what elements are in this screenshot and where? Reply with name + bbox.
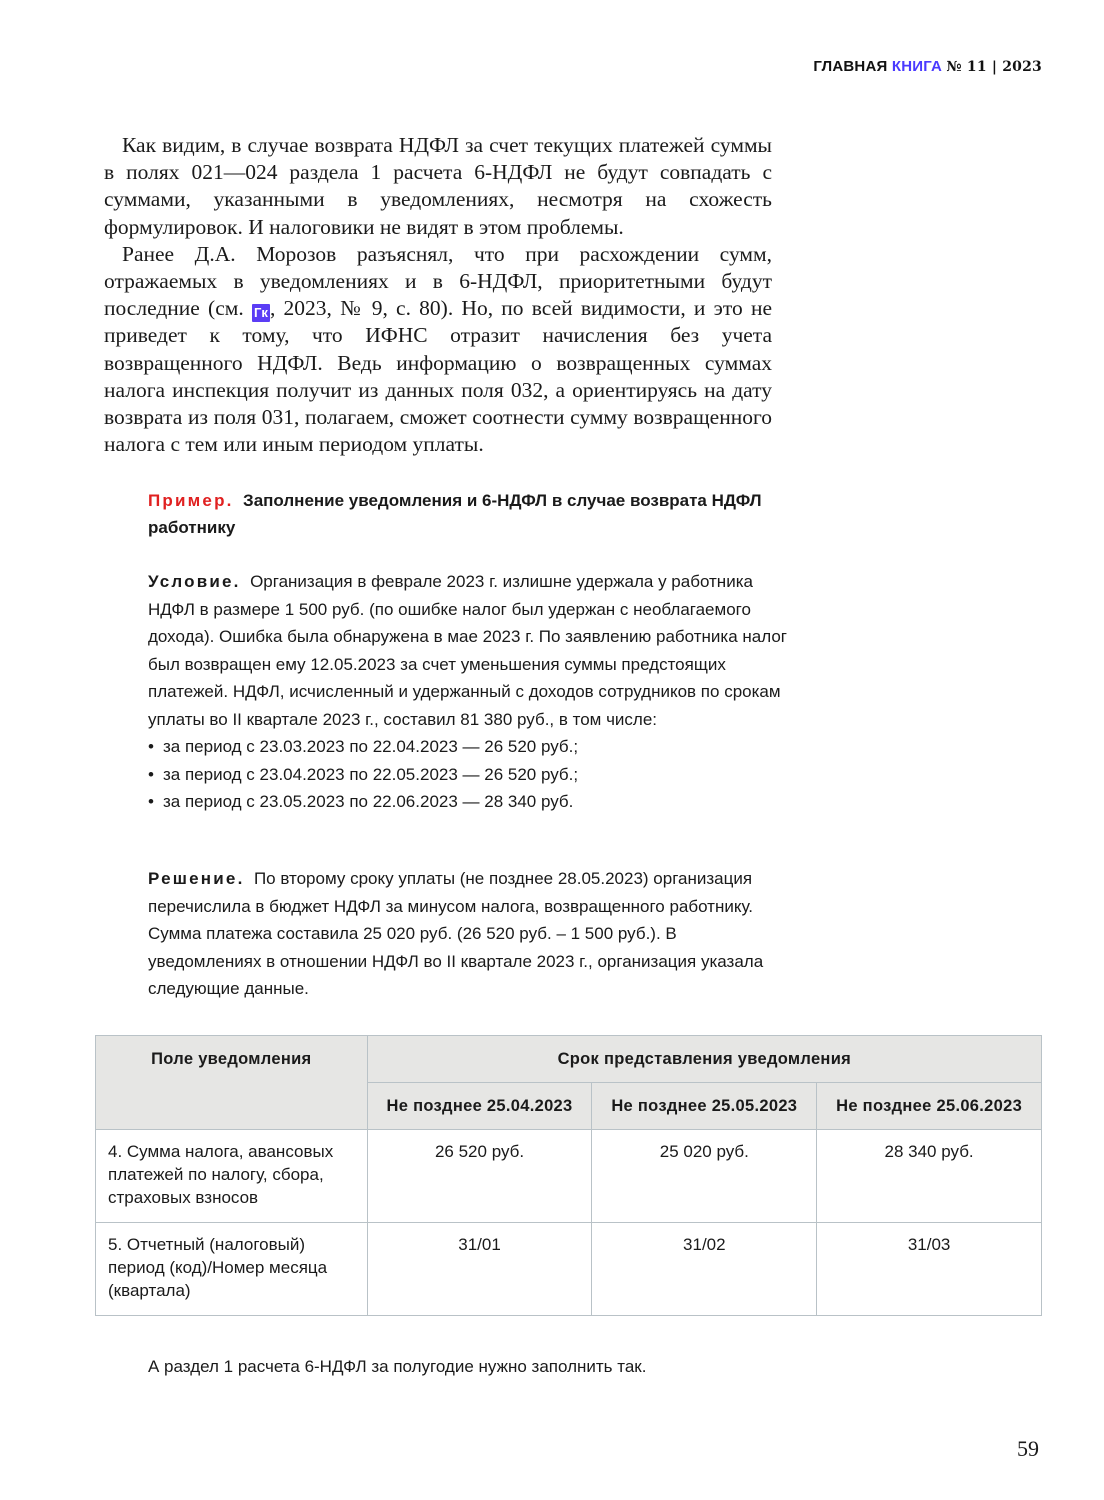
condition-bullet-list [148,733,788,816]
example-condition [148,568,788,816]
paragraph-1: Как видим, в случае возврата НДФЛ за счет текущих платежей суммы в полях 021—024 раздела 1 расчета 6-НДФЛ не будут совпадать с суммами, указанными в уведомлениях, несмотря на схожесть формулировок. И налоговики не видят в этом проблемы. [104,133,772,239]
cell-value: 31/02 [592,1223,817,1316]
issue-number: № 11 | 2023 [946,59,1042,75]
page-number: 59 [1017,1436,1039,1461]
paragraph-2 [104,241,772,459]
example-title [148,487,788,541]
cell-value: 28 340 руб. [817,1130,1042,1223]
brand-name-part1: ГЛАВНАЯ [813,58,888,75]
header-deadline-group: Срок представления уведомления [367,1036,1041,1083]
example-title-text: Заполнение уведомления и 6-НДФЛ в случае возврата НДФЛ работнику [148,491,762,537]
cell-value: 31/01 [367,1223,592,1316]
solution-label: Решение. [148,869,245,888]
bullet-item: • за период с 23.03.2023 по 22.04.2023 — 26 520 руб.; [148,733,788,761]
row-field-label: 4. Сумма налога, авансовых платежей по налогу, сбора, страховых взносов [96,1130,368,1223]
row-field-label: 5. Отчетный (налоговый) период (код)/Номер месяца (квартала) [96,1223,368,1316]
header-column: Не позднее 25.04.2023 [367,1083,592,1130]
table-row [96,1223,1042,1316]
bullet-item: • за период с 23.04.2023 по 22.05.2023 — 26 520 руб.; [148,761,788,789]
cell-value: 31/03 [817,1223,1042,1316]
solution-text: По второму сроку уплаты (не позднее 28.05.2023) организация перечислила в бюджет НДФЛ за минусом налога, возвращенного работнику. Сумма платежа составила 25 020 руб. (26 520 руб. – 1 500 руб.). В уведомлениях в отношении НДФЛ во II квартале 2023 г., организация указала следующие данные. [148,869,764,998]
glavkniga-logo-icon[interactable]: Гк [252,304,270,322]
notification-table [95,1035,1042,1316]
magazine-header [813,58,1042,75]
brand-name-part2: КНИГА [891,58,943,75]
article-body [104,132,772,458]
header-column: Не позднее 25.06.2023 [817,1083,1042,1130]
cell-value: 25 020 руб. [592,1130,817,1223]
table-row [96,1130,1042,1223]
paragraph-2-end: , 2023, № 9, с. 80). Но, по всей видимости, и это не приведет к тому, что ИФНС отразит начисления без учета возвращенного НДФЛ. Ведь информацию о возвращенных суммах налога инспекция получит из данных поля 032, а ориентируясь на дату возврата из поля 031, полагаем, сможет соотнести сумму возвращенного налога с тем или иным периодом уплаты. [104,296,772,457]
cell-value: 26 520 руб. [367,1130,592,1223]
example-solution [148,865,788,1003]
header-column: Не позднее 25.05.2023 [592,1083,817,1130]
closing-text: А раздел 1 расчета 6-НДФЛ за полугодие нужно заполнить так. [148,1357,647,1376]
bullet-item: • за период с 23.05.2023 по 22.06.2023 — 28 340 руб. [148,788,788,816]
example-label: Пример. [148,491,234,510]
condition-label: Условие. [148,572,241,591]
condition-text: Организация в феврале 2023 г. излишне удержала у работника НДФЛ в размере 1 500 руб. (по ошибке налог был удержан с необлагаемого дохода). Ошибка была обнаружена в мае 2023 г. По заявлению работника налог был возвращен ему 12.05.2023 за счет уменьшения суммы предстоящих платежей. НДФЛ, исчисленный и удержанный с доходов сотрудников по срокам уплаты во II квартале 2023 г., составил 81 380 руб., в том числе: [148,572,787,729]
paragraph-2-start: Ранее Д.А. Морозов разъяснял, что при расхождении сумм, отражаемых в уведомлениях и в 6-НДФЛ, приоритетными будут последние (см. [104,241,772,321]
header-field: Поле уведомления [96,1036,368,1130]
